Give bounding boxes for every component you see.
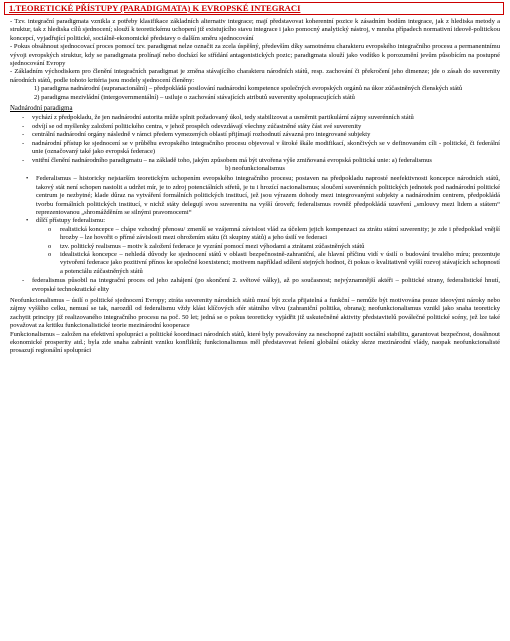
intro-paragraph-2: - Pokus obsáhnout sjednocovací proces pomocí tzv. paradigmat nelze označit za zcela úspěšný, především díky samotnému charakteru evropského integračního procesu a permanentnímu vývoji evropských struktur, kdy se paradigmata prolínají nebo dochází ke střídání antagonistických pozic; paradigmata slouží jako vodítko k porozumění jevům působícím na postupné sjednocování Evropy [10,43,500,68]
list-item: - vnitřní členění nadnárodního paradigmatu – na základě toho, jakým způsobem má být utvořena výše zmiňovaná evropská politická unie: a) federalismus [10,157,500,165]
paradigm-2: 2) paradigma mezivládní (intergovernmentální) – usiluje o zachování stávajících atributů suverenity spolupracujících států [34,93,355,101]
idealistic-concept: o idealistická koncepce – nehledá důvody ke sjednocení států v oblasti bezpečnostně-zahraniční, ale hlavní příčinu vidí v úsilí o budování trvalého míru; prezentuje vytvoření federace jako pozitivní přínos ke společné koexistenci; motivem například sdílení stejných hodnot, či pokus o kvalitativně vyšší rozvoj stávajících schopností a potenciálu zúčastněných států [36,251,500,276]
list-item: - odvíjí se od myšlenky založení politického centra, v jehož prospěch odevzdávají všechny zúčastněné státy část své suverenity [10,123,500,131]
intro-paragraph-1: - Tzv. integrační paradigmata vznikla z potřeby klasifikace základních alternativ integrace; mají představovat koherentní pozice k zásadním bodům integrace, jak z hlediska metody a struktur, tak z hlediska cílů sjednocení; slouží k teoretickému uchopení již existujícího stavu integrace i jako pomocný analytický nástroj, v mnoha případech normativní ideově-politickou koncepcí, vyjadřující politické, sociálně-ekonomické představy o dalším směru sjednocování [10,18,500,42]
list-item: - nadnárodní přístup ke sjednocení se v průběhu evropského integračního procesu objevoval v široké škále modifikací, skončivých se v definovaném cíli - politické, či federální unie (označovaný také jako evropská federace) [10,140,500,157]
list-item: - vychází z předpokladu, že jen nadnárodní autorita může splnit požadovaný úkol, tedy stabilizovat a usměrnit partikulární zájmy suverénních států [10,114,500,122]
document-body [10,18,500,356]
list-item: - federalismus působil na integrační proces od jeho zahájení (po skončení 2. světové války), až po současnost; nejvýznamnější aktéři – politické strany, federalistické hnutí, evropské technokratické elity [10,277,500,294]
neofunctionalism-paragraph: Neofunkcionalismus – úsilí o politické sjednocení Evropy; ztráta suverenity národních států musí být zcela přijatelná a funkční – nemůže být motivována pouze ideovými nároky nebo zájmy vyššího celku, nemusí se tak, narozdíl od federalismu vždy klást klíčových sfér státního vlivu (zahraniční politika, obrana); neofunkcionalismus vznikl jako snaha teoreticky zachytit principy již realizovaného integračního procesu na poč. 50 let; jedná se o pokus teoreticky vyjádřit již uskutečněné aktivity představitelů poválečné politické scény, jež lze také považovat za kritiku funkcionalistické teorie mezinárodní kooperace [10,297,500,330]
list-item: - centrální nadnárodní orgány následně v rámci předem vymezených oblastí přijímají rozhodnutí závazná pro integrované subjekty [10,131,500,139]
supranational-list [10,114,500,164]
federalism-item: • Federalismus – historicky nejstarším teoretickým uchopením evropského integračního procesu; postaven na předpokladu naprosté neefektivnosti koncepce národních států, takový stát není schopen nastolit a udržet mír, je to zdroj potenciálních střetů, je tu i hrozící nacionalismus; sloučení suverénních politických jednotek pod nadnárodní politické centrum je nezbytné; klade důraz na vytváření formálních politických institucí, jež jsou výrazem dohody mezi integrovanými subjekty a nadnárodním centrem, předpokládá tvorbu formálních politických institucí, v nichž státy delegují svou suverenitu na vyšší úroveň; federalismus rovněž předpokládá uzavření „smlouvy mezi lidem a státem“ reprezentovanou „shromážděním se silnými pravomocemi“ [10,175,500,217]
document-title: 1.TEORETICKÉ PŘÍSTUPY (PARADIGMATA) K EVROPSKÉ INTEGRACI [4,2,504,15]
political-realism: o tzv. politický realismus – motiv k založení federace je vyzrání pomocí mezi výhodami a ztrátami zúčastněných států [36,243,500,251]
paradigm-1: 1) paradigma nadnárodní (supranacionální) – předpokládá posilování nadnárodní kompetence společných evropských orgánů na úkor zúčastněných členských států [34,85,463,93]
realistic-concept: o realistická koncepce – chápe vzhodný přenosu/ zmenší se vzájemná závislost vlád za účelem jejich kompenzaci za ztrátu státní suverenity; je zde i předpoklad vnější hrozby – lze hovořit o přímé závislosti mezi ohrožením státu (či skupiny států) a jeho úsilí ve federaci [36,226,500,243]
federalism-after-list [10,277,500,294]
subapproaches-label: • dílčí přístupy federalismu: [10,217,500,225]
functionalism-paragraph: Funkcionalismus – založen na efektivní spolupráci a politické koordinaci národních států, které byly považovány za neschopné zajistit sociální stabilitu, garantovat bezpečnost, dosáhnout ekonomické prosperity atd.; byla zde snaha zabránit vzniku konfliktů; funkcionalismus měl představovat řešení globální otázky skrze mezinárodní vlády, naopak neofunkcionalisté prosazují regionální spolupráci [10,330,500,355]
section-heading-supranational: Nadnárodní paradigma [10,105,73,113]
federalism-list [10,175,500,225]
intro-paragraph-3: - Základním východiskem pro členění integračních paradigmat je změna stávajícího charakteru národních států, resp. zachování či překročení jeho dimenze; jde o zásah do suverenity národních států, podle tohoto kritéria jsou modely sjednocení členěny: [10,68,500,84]
subsection-neofunctionalism: b) neofunkcionalismus [225,164,285,172]
subapproaches-list [10,226,500,276]
